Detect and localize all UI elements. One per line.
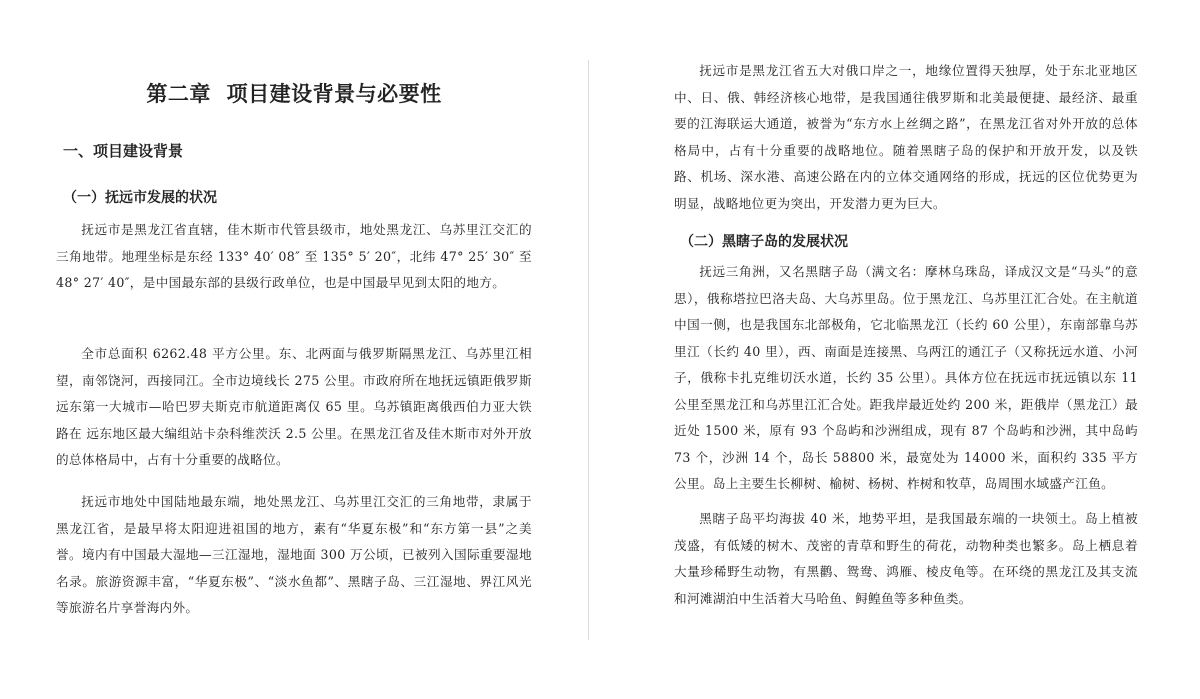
paragraph: 抚远市是黑龙江省五大对俄口岸之一，地缘位置得天独厚，处于东北亚地区中、日、俄、韩经济核心地带，是我国通往俄罗斯和北美最便捷、最经济、最重要的江海联运大通道，被誉为“东方水上丝绸之路”，在黑龙江省对外开放的总体格局中，占有十分重要的战略地位。随着黑瞎子岛的保护和开放开发，以及铁路、机场、深水港、高速公路在内的立体交通网络的形成，抚远的区位优势更为明显，战略地位更为突出，开发潜力更为巨大。 [674,63,1138,211]
chapter-title: 第二章 项目建设背景与必要性 [146,82,442,106]
paragraph: 抚远市地处中国陆地最东端，地处黑龙江、乌苏里江交汇的三角地带，隶属于黑龙江省，是最早将太阳迎进祖国的地方，素有“华夏东极”和“东方第一县”之美誉。境内有中国最大湿地—三江湿地，湿地面 300 万公顷，已被列入国际重要湿地名录。旅游资源丰富，“华夏东极”、“淡水鱼都”、黑瞎子岛、三江湿地、界江风光等旅游名片享誉海内外。 [56,494,532,615]
page-divider [588,60,589,640]
paragraph: 全市总面积 6262.48 平方公里。东、北两面与俄罗斯隔黑龙江、乌苏里江相望，南邻饶河，西接同江。全市边境线长 275 公里。市政府所在地抚远镇距俄罗斯远东第一大城市—哈巴罗夫斯克市航道距离仅 65 里。乌苏镇距离俄西伯力亚大铁路在 远东地区最大编组站卡杂科维茨沃 2.5 公里。在黑龙江省及佳木斯市对外开放的总体格局中，占有十分重要的战略位。 [56,346,532,467]
paragraph: 抚远市是黑龙江省直辖，佳木斯市代管县级市，地处黑龙江、乌苏里江交汇的三角地带。地理坐标是东经 133° 40′ 08″ 至 135° 5′ 20″，北纬 47° 25′ 30″ 至 48° 27′ 40″，是中国最东部的县级行政单位，也是中国最早见到太阳的地方。 [56,222,532,290]
paragraph: 抚远三角洲，又名黑瞎子岛（满文名：摩林乌珠岛，译成汉文是“马头”的意思），俄称塔拉巴洛夫岛、大乌苏里岛。位于黑龙江、乌苏里江汇合处。在主航道中国一侧，也是我国东北部极角，它北临黑龙江（长约 60 公里），东南部靠乌苏里江（长约 40 里），西、南面是连接黑、乌两江的通江子（又称抚远水道、小河子，俄称卡扎克维切沃水道，长约 35 公里）。具体方位在抚远市抚远镇以东 11 公里至黑龙江和乌苏里江汇合处。距我岸最近处约 200 米，距俄岸（黑龙江）最近处 1500 米，原有 93 个岛屿和沙洲组成，现有 87 个岛屿和沙洲，其中岛屿 73 个，沙洲 14 个，岛长 58800 米，最宽处为 14000 米，面积约 335 平方公里。岛上主要生长柳树、榆树、杨树、柞树和牧草，岛周围水域盛产江鱼。 [674,264,1138,491]
section-title: 一、项目建设背景 [63,142,184,160]
left-page [0,0,588,699]
subsection-title-heixiazi: （二）黑瞎子岛的发展状况 [680,234,848,250]
paragraph: 黑瞎子岛平均海拔 40 米，地势平坦，是我国最东端的一块领土。岛上植被茂盛，有低矮的树木、茂密的青草和野生的荷花，动物种类也繁多。岛上栖息着大量珍稀野生动物，有黑鹳、鸳鸯、鸿雁、棱皮龟等。在环绕的黑龙江及其支流和河滩湖泊中生活着大马哈鱼、鲟鳇鱼等多种鱼类。 [674,511,1138,606]
subsection-title-fuyuan: （一）抚远市发展的状况 [63,190,217,206]
